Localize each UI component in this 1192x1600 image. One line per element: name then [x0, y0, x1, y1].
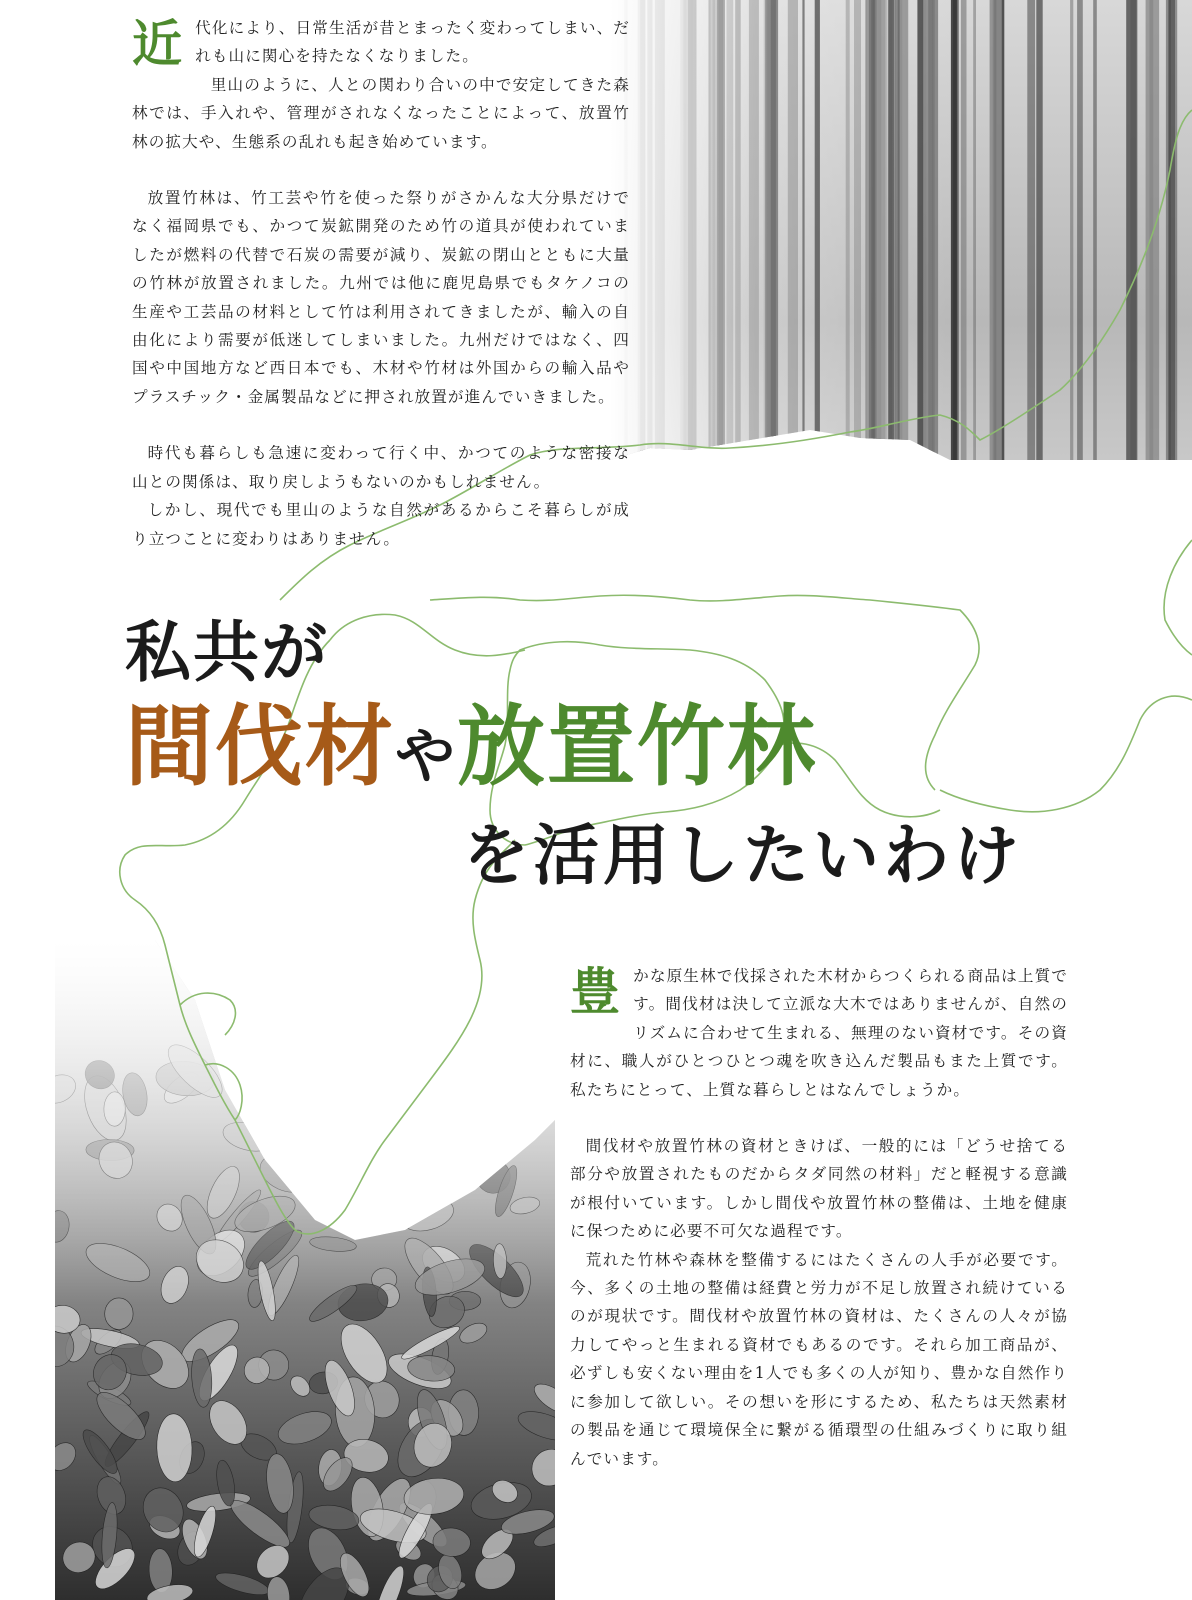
body-text-block — [570, 962, 1068, 1473]
intro-paragraph-2: 里山のように、人との関わり合いの中で安定してきた森林では、手入れや、管理がされなくなったことによって、放置竹林の拡大や、生態系の乱れも起き始めています。 — [132, 75, 630, 151]
intro-paragraph-4: 時代も暮らしも急速に変わって行く中、かつてのような密接な山との関係は、取り戻しようもないのかもしれません。 — [132, 444, 630, 491]
intro-text-block — [132, 14, 630, 553]
body-paragraph-2: 間伐材や放置竹林の資材ときけば、一般的には「どうせ捨てる部分や放置されたものだからタダ同然の材料」だと軽視する意識が根付いています。しかし間伐や放置竹林の整備は、土地を健康に保つために必要不可欠な過程です。 — [570, 1137, 1068, 1241]
intro-paragraph-5: しかし、現代でも里山のような自然があるからこそ暮らしが成り立つことに変わりはありません。 — [132, 501, 630, 548]
headline-abandoned-bamboo: 放置竹林 — [457, 694, 818, 798]
headline-line-1: 私共が — [125, 613, 329, 691]
body-paragraph-1: かな原生林で伐採された木材からつくられる商品は上質です。間伐材は決して立派な大木ではありませんが、自然のリズムに合わせて生まれる、無理のない資材です。その資材に、職人がひとつひとつ魂を吹き込んだ製品もまた上質です。私たちにとって、上質な暮らしとはなんでしょうか。 — [570, 967, 1068, 1099]
headline-particle: や — [395, 722, 458, 792]
headline — [125, 612, 1085, 897]
intro-paragraph-1: 代化により、日常生活が昔とまったく変わってしまい、だれも山に関心を持たなくなりました。 — [195, 19, 630, 66]
dropcap-body: 豊 — [570, 962, 622, 1021]
dropcap-intro: 近 — [132, 14, 184, 73]
headline-line-2 — [125, 690, 1085, 813]
intro-paragraph-3: 放置竹林は、竹工芸や竹を使った祭りがさかんな大分県だけでなく福岡県でも、かつて炭鉱開発のため竹の道具が使われていましたが燃料の代替で石炭の需要が減り、炭鉱の閉山とともに大量の竹林が放置されました。九州では他に鹿児島県でもタケノコの生産や工芸品の材料として竹は利用されてきましたが、輸入の自由化により需要が低迷してしまいました。九州だけではなく、四国や中国地方など西日本でも、木材や竹材は外国からの輸入品やプラスチック・金属製品などに押され放置が進んでいきました。 — [132, 189, 630, 406]
body-paragraph-3: 荒れた竹林や森林を整備するにはたくさんの人手が必要です。今、多くの土地の整備は経費と労力が不足し放置され続けているのが現状です。間伐材や放置竹林の資材は、たくさんの人々が協力してやっと生まれる資材でもあるのです。それら加工商品が、必ずしも安くない理由を1人でも多くの人が知り、豊かな自然作りに参加して欲しい。その想いを形にするため、私たちは天然素材の製品を通じて環境保全に繋がる循環型の仕組みづくりに取り組んでいます。 — [570, 1250, 1068, 1468]
headline-line-3: を活用したいわけ — [463, 816, 1023, 894]
headline-thinned-wood: 間伐材 — [125, 694, 396, 798]
